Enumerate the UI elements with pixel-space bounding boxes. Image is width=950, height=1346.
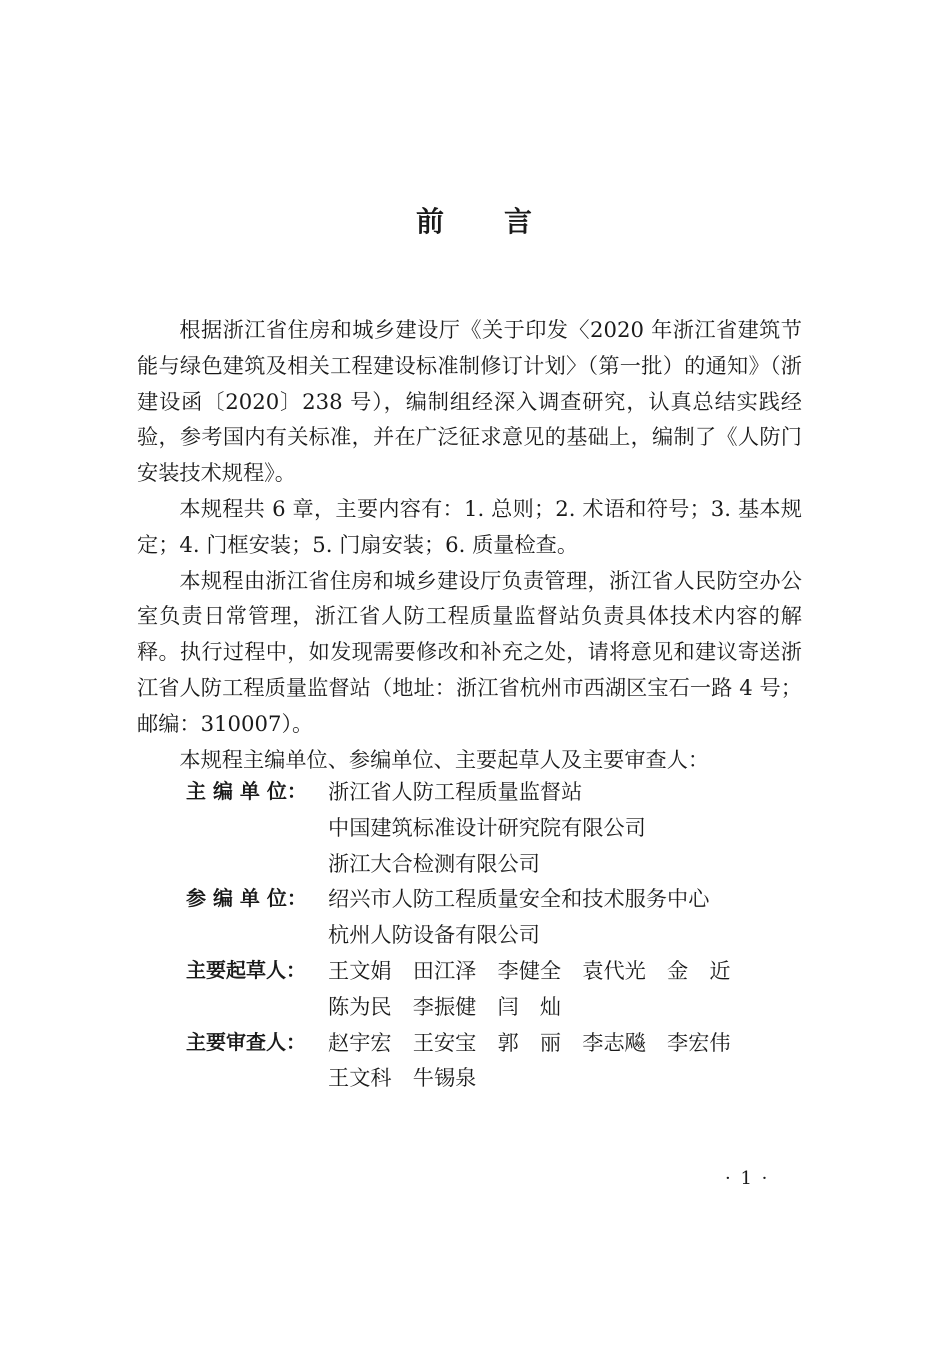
role-main-reviewers xyxy=(137,1025,802,1097)
role-chief-units xyxy=(137,774,802,881)
title-char-2: 言 xyxy=(504,205,535,238)
role-values xyxy=(328,953,802,1025)
role-value: 中国建筑标准设计研究院有限公司 xyxy=(328,814,646,840)
role-value: 浙江省人防工程质量监督站 xyxy=(328,779,583,804)
role-value: 杭州人防设备有限公司 xyxy=(328,922,540,948)
role-label: 主要审查人： xyxy=(186,1029,306,1054)
role-value: 浙江大合检测有限公司 xyxy=(328,850,540,876)
role-main-drafters xyxy=(137,953,802,1025)
paragraph-basis: 根据浙江省住房和城乡建设厅《关于印发〈2020 年浙江省建筑节能与绿色建筑及相关工程建设标准制修订计划〉（第一批）的通知》（浙建设函〔2020〕238 号），编制组经深入调查研究，认真总结实践经验，参考国内有关标准，并在广泛征求意见的基础上，编制了《人防门安装技术规程》。 xyxy=(137,317,802,486)
title-char-1: 前 xyxy=(415,205,446,238)
page-title xyxy=(0,200,950,240)
role-label: 主 编 单 位： xyxy=(186,779,307,803)
role-values xyxy=(328,774,802,881)
role-values xyxy=(328,881,802,953)
paragraph-contents: 本规程共 6 章，主要内容有：1. 总则；2. 术语和符号；3. 基本规定；4. 门框安装；5. 门扇安装；6. 质量检查。 xyxy=(137,495,802,557)
role-values xyxy=(328,1025,802,1097)
role-value: 王文科 牛锡泉 xyxy=(328,1065,477,1091)
role-label: 参 编 单 位： xyxy=(186,886,307,911)
page-number: · 1 · xyxy=(725,1168,770,1189)
role-label: 主要起草人： xyxy=(186,957,306,982)
paragraph-roles-intro: 本规程主编单位、参编单位、主要起草人及主要审查人： xyxy=(179,746,710,772)
role-value: 王文娟 田江泽 李健全 袁代光 金 近 xyxy=(328,957,731,983)
role-value: 绍兴市人防工程质量安全和技术服务中心 xyxy=(328,886,710,912)
role-participating-units xyxy=(137,881,802,953)
paragraph-management: 本规程由浙江省住房和城乡建设厅负责管理，浙江省人民防空办公室负责日常管理，浙江省人防工程质量监督站负责具体技术内容的解释。执行过程中，如发现需要修改和补充之处，请将意见和建议寄送浙江省人防工程质量监督站（地址：浙江省杭州市西湖区宝石一路 4 号；邮编：310007）。 xyxy=(137,567,802,736)
roles-list xyxy=(137,774,802,1096)
role-value: 赵宇宏 王安宝 郭 丽 李志飚 李宏伟 xyxy=(328,1029,731,1055)
preface-body xyxy=(137,312,802,777)
role-value: 陈为民 李振健 闫 灿 xyxy=(328,993,562,1019)
